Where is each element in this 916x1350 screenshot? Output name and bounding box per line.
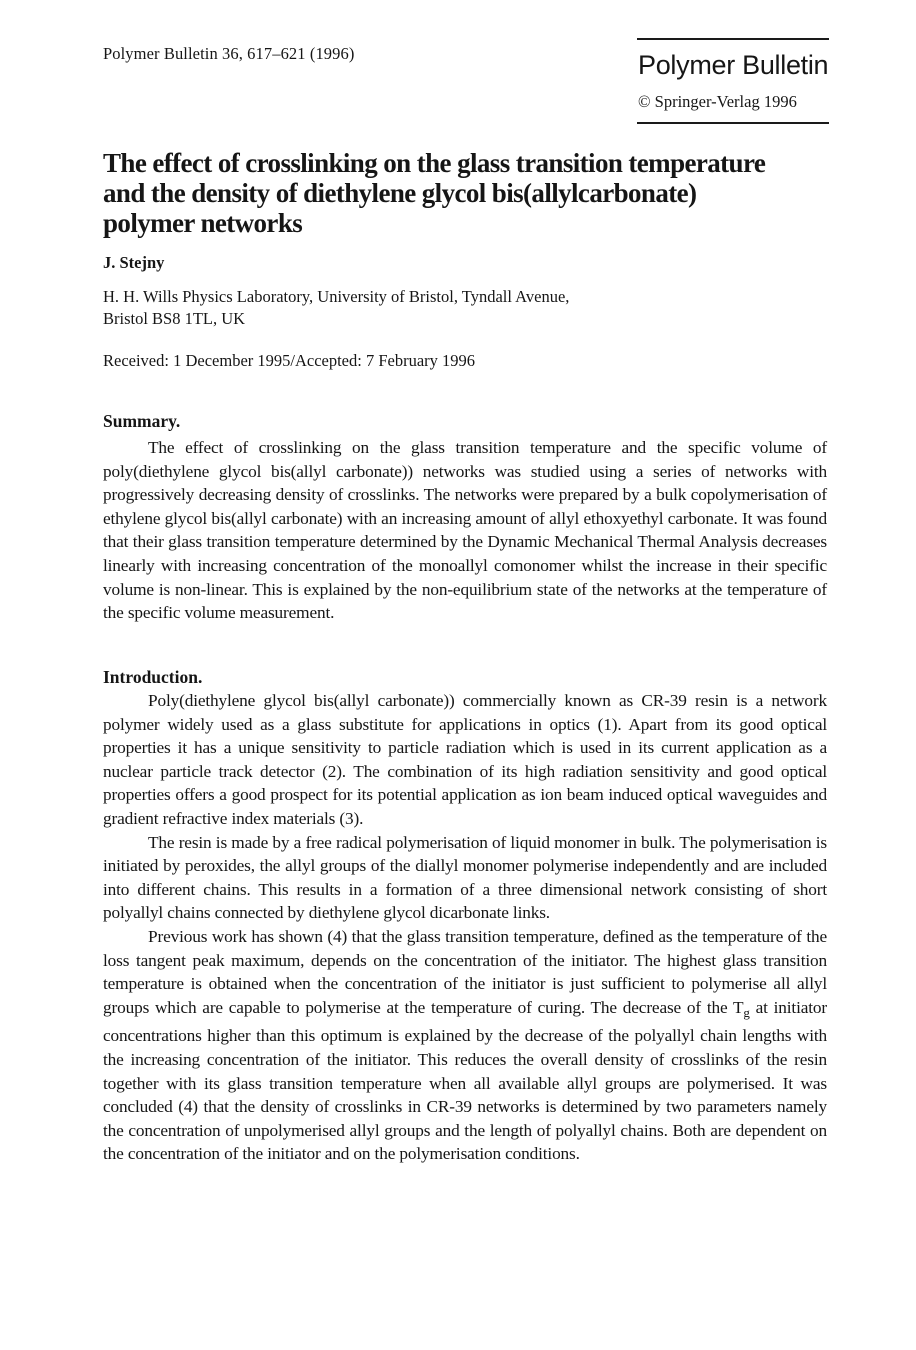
affiliation-line: H. H. Wills Physics Laboratory, University of Bristol, Tyndall Avenue, [103,287,570,306]
title-line: The effect of crosslinking on the glass transition temperature [103,148,766,178]
introduction-paragraph: The resin is made by a free radical polymerisation of liquid monomer in bulk. The polymerisation is initiated by peroxides, the allyl groups of the diallyl monomer polymerise independently and are included into different chains. This results in a formation of a three dimensional network consisting of short polyallyl chains connected by diethylene glycol dicarbonate links. [103,832,827,923]
paragraph-text: at initiator concentrations higher than this optimum is explained by the decrease of the polyallyl chain lengths with the increasing concentration of the initiator. This reduces the overall density of crosslinks of the resin together with its glass transition temperature when all available allyl groups are polymerised. It was concluded (4) that the density of crosslinks in CR-39 networks is determined by two parameters namely the concentration of unpolymerised allyl groups and the length of polyallyl chains. Both are dependent on the concentration of the initiator and on the polymerisation conditions. [103,997,827,1164]
introduction-paragraph [103,925,827,1166]
journal-citation: Polymer Bulletin 36, 617–621 (1996) [103,44,355,63]
title-line: and the density of diethylene glycol bis(allylcarbonate) [103,178,697,208]
received-accepted-dates: Received: 1 December 1995/Accepted: 7 February 1996 [103,351,476,370]
summary-heading: Summary. [103,411,181,431]
introduction-section [103,689,827,1166]
title-line: polymer networks [103,208,303,238]
masthead-bottom-rule [637,122,829,124]
author-name: J. Stejny [103,253,165,272]
summary-paragraph: The effect of crosslinking on the glass transition temperature and the specific volume of poly(diethylene glycol bis(allyl carbonate)) networks was studied using a series of networks with progressively decreasing density of crosslinks. The networks were prepared by a bulk copolymerisation of ethylene glycol bis(allyl carbonate) with an increasing amount of allyl ethoxyethyl carbonate. It was found that their glass transition temperature determined by the Dynamic Mechanical Thermal Analysis decreases linearly with increasing concentration of the monoallyl comonomer whilst the increase in their specific volume is non-linear. This is explained by the non-equilibrium state of the networks at the temperature of the specific volume measurement. [103,438,827,623]
tg-subscript: g [743,1004,750,1020]
author-affiliation [103,286,569,330]
journal-masthead [637,38,829,124]
affiliation-line: Bristol BS8 1TL, UK [103,309,246,328]
introduction-heading: Introduction. [103,667,203,687]
paragraph-text: Previous work has shown (4) that the glass transition temperature, defined as the temperature of the loss tangent peak maximum, depends on the concentration of the initiator. The highest glass transition temperature is obtained when the concentration of the initiator is just sufficient to polymerise all allyl groups which are capable to polymerise at the temperature of curing. The decrease of the T [103,926,827,1017]
summary-section [103,436,827,625]
introduction-paragraph: Poly(diethylene glycol bis(allyl carbonate)) commercially known as CR-39 resin is a network polymer widely used as a glass substitute for applications in optics (1). Apart from its good optical properties it has a unique sensitivity to particle radiation which is used in its current application as a nuclear particle track detector (2). The combination of its high radiation sensitivity and good optical properties offers a good prospect for its potential application as ion beam induced optical waveguides and gradient refractive index materials (3). [103,691,827,828]
journal-name: Polymer Bulletin [638,50,829,80]
copyright-notice: © Springer-Verlag 1996 [638,92,797,111]
article-title [103,148,803,238]
masthead-top-rule [637,38,829,40]
